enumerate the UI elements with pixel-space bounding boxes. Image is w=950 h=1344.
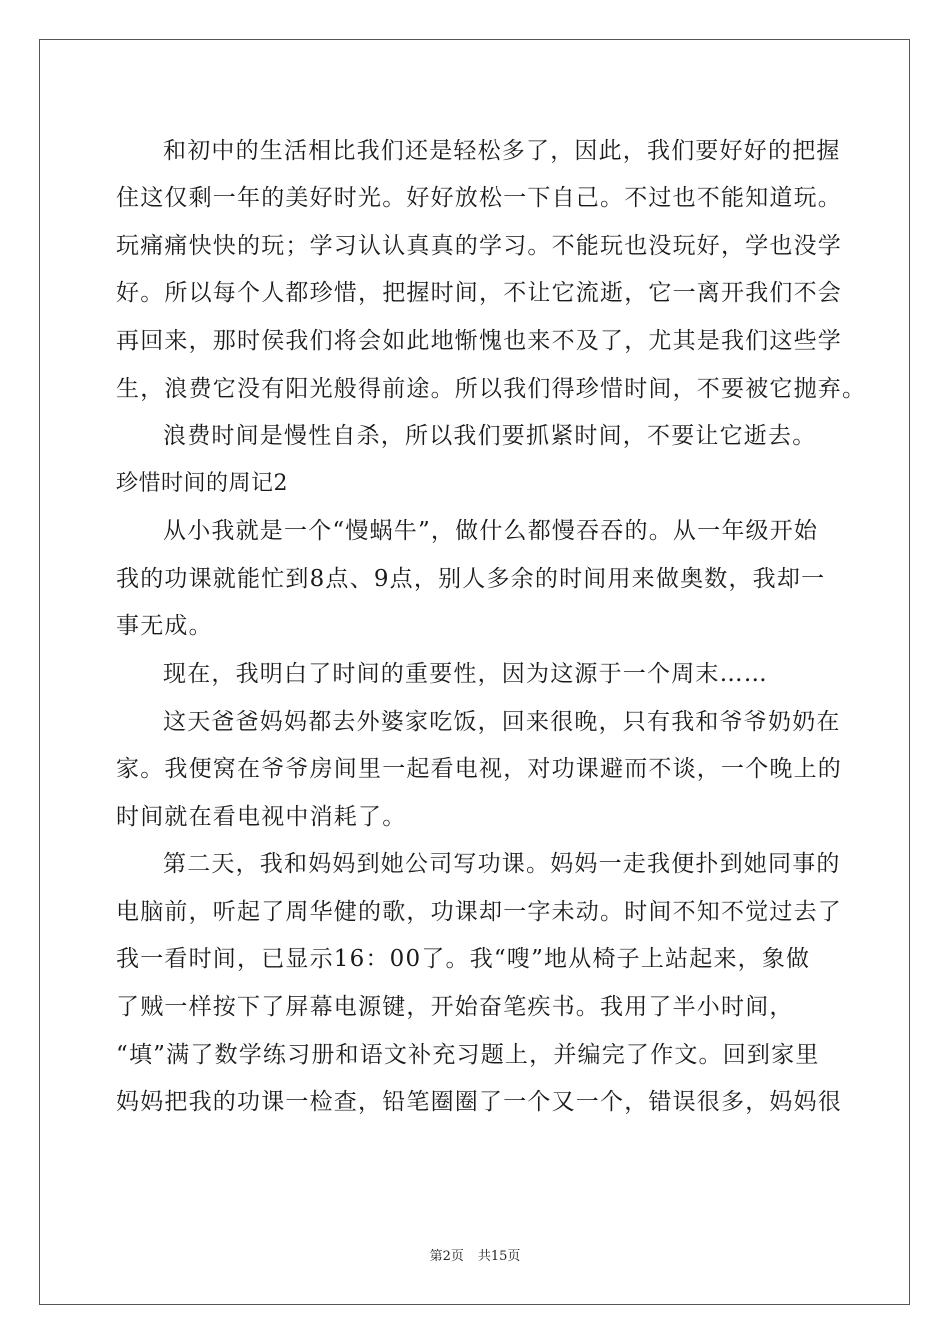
text-line: 电脑前，听起了周华健的歌，功课却一字未动。时间不知不觉过去了	[116, 899, 842, 925]
text-line: 好。所以每个人都珍惜，把握时间，不让它流逝，它一离开我们不会	[116, 280, 842, 306]
page-total: 共15页	[477, 1249, 521, 1264]
text-line: 家。我便窝在爷爷房间里一起看电视，对功课避而不谈，一个晚上的	[116, 756, 842, 782]
text-line: 现在，我明白了时间的重要性，因为这源于一个周末……	[163, 661, 768, 687]
text-line: 第二天，我和妈妈到她公司写功课。妈妈一走我便扑到她同事的	[163, 851, 841, 877]
page-footer	[0, 1249, 950, 1265]
text-line: 生，浪费它没有阳光般得前途。所以我们得珍惜时间，不要被它抛弃。	[116, 376, 867, 402]
text-line: 了贼一样按下了屏幕电源键，开始奋笔疾书。我用了半小时间，	[116, 994, 794, 1020]
text-line: 事无成。	[116, 613, 213, 639]
text-line: 时间就在看电视中消耗了。	[116, 804, 407, 830]
page-number: 第2页	[429, 1249, 464, 1264]
section-heading: 珍惜时间的周记2	[116, 471, 288, 496]
text-line: 妈妈把我的功课一检查，铅笔圈圈了一个又一个，错误很多，妈妈很	[116, 1089, 842, 1115]
text-line: 住这仅剩一年的美好时光。好好放松一下自己。不过也不能知道玩。	[116, 185, 842, 211]
text-line: 玩痛痛快快的玩；学习认认真真的学习。不能玩也没玩好，学也没学	[116, 233, 842, 259]
text-line: 我一看时间，已显示16：00了。我“嗖”地从椅子上站起来，象做	[116, 946, 811, 972]
text-line: “填”满了数学练习册和语文补充习题上，并编完了作文。回到家里	[116, 1042, 820, 1068]
text-line: 这天爸爸妈妈都去外婆家吃饭，回来很晚，只有我和爷爷奶奶在	[163, 709, 841, 735]
text-line: 从小我就是一个“慢蜗牛”，做什么都慢吞吞的。从一年级开始	[163, 518, 819, 544]
text-line: 浪费时间是慢性自杀，所以我们要抓紧时间，不要让它逝去。	[163, 423, 817, 449]
text-line: 我的功课就能忙到8点、9点，别人多余的时间用来做奥数，我却一	[116, 566, 826, 592]
text-line: 和初中的生活相比我们还是轻松多了，因此，我们要好好的把握	[163, 138, 841, 164]
text-line: 再回来，那时侯我们将会如此地惭愧也来不及了，尤其是我们这些学	[116, 328, 842, 354]
